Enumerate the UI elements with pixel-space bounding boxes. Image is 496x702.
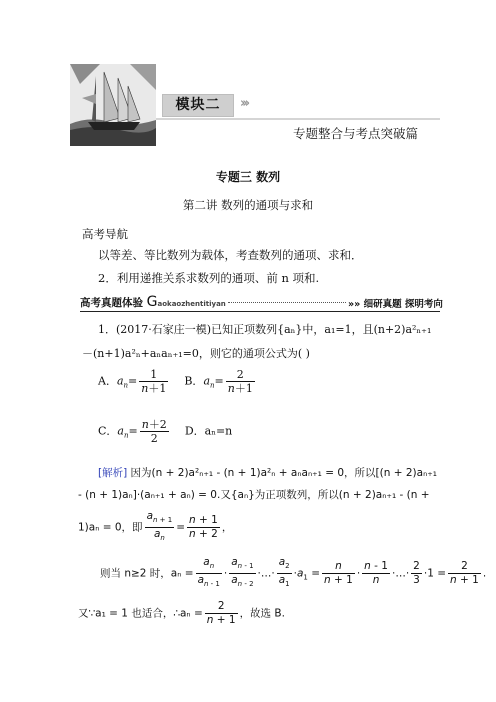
topic-title: 专题三 数列	[215, 170, 281, 184]
options-row-ab: A．$a_n=$ $\frac{1}{n+1}$ B．$a_n=$ $\frac{2}{n+1}$	[98, 368, 253, 395]
nav-label: 高考导航	[82, 227, 128, 241]
intro-line-2: 2．利用递推关系求数列的通项、前 n 项和.	[98, 271, 320, 285]
fraction: $\frac{a_{n - 1}}{a_{n - 2}}$	[229, 556, 255, 591]
banner-subtitle: 专题整合与考点突破篇	[292, 126, 418, 141]
fraction: $\frac{n}{n + 1}$	[324, 560, 353, 587]
options-row-cd: C．$a_n=$ $\frac{n+2}{2}$ D．aₙ=n	[98, 418, 233, 445]
section-title-pinyin: aokaozhentitiyan	[157, 300, 226, 308]
problem-line-1: 1．(2017·石家庄一模)已知正项数列{aₙ}中，a₁=1，且(n+2)a²ₙ₊₁	[98, 323, 432, 336]
fraction: $\frac{n + 1}{n + 2}$	[189, 514, 218, 541]
module-label: 模块二	[162, 94, 234, 117]
option-c-label: C．	[98, 424, 118, 438]
section-title-letter: G	[146, 294, 158, 310]
fraction: $\frac{2}{n + 1}$	[450, 560, 479, 587]
solution-text-5: 又∵a₁ = 1 也适合，∴aₙ =	[78, 607, 203, 620]
solution-line-3: 1)aₙ = 0，即 $\frac{a_{n + 1}}{a_n}$ = $\frac{n + 1}{n + 2}$ ，	[78, 510, 232, 545]
intro-line-1: 以等差、等比数列为载体，考查数列的通项、求和．	[98, 248, 363, 262]
option-a-label: A．	[98, 374, 117, 388]
problem-line-2: －(n+1)a²ₙ+aₙaₙ₊₁=0，则它的通项公式为( )	[82, 347, 310, 360]
fraction: $\frac{a_n}{a_{n - 1}}$	[196, 556, 222, 591]
section-title	[80, 294, 226, 310]
solution-text-4: 则当 n≥2 时，aₙ =	[100, 567, 194, 580]
banner-rule	[156, 118, 440, 120]
fraction: $\frac{2}{n + 1}$	[206, 600, 236, 626]
solution-tag: [解析]	[98, 467, 128, 479]
solution-text-3: 1)aₙ = 0，即	[78, 521, 143, 534]
fraction: $\frac{a_2}{a_1}$	[277, 556, 292, 591]
section-title-lead: 高考真题体验	[80, 297, 143, 309]
option-d: D．aₙ=n	[184, 424, 233, 438]
solution-line-1	[98, 465, 437, 480]
solution-text-1: 因为(n + 2)a²ₙ₊₁ - (n + 1)a²ₙ + aₙaₙ₊₁ = 0，所以[(n + 2)aₙ₊₁	[130, 467, 437, 479]
solution-text-5-tail: ，故选 B.	[239, 607, 285, 620]
fraction: $\frac{2}{3}$	[413, 560, 420, 587]
section-underline	[80, 311, 440, 312]
section-dotted-rule	[228, 302, 346, 303]
fraction: $\frac{n+2}{2}$	[141, 418, 167, 445]
solution-line-2: - (n + 1)aₙ]·(aₙ₊₁ + aₙ) = 0.又{aₙ}为正项数列，所以(n + 2)aₙ₊₁ - (n +	[78, 489, 430, 501]
solution-line-4: 则当 n≥2 时，aₙ = $\frac{a_n}{a_{n - 1}}$ · $\frac{a_{n - 1}}{a_{n - 2}}$ ·…· $\frac{a_2}{a_1}$ $\cdot a_1$ = $\frac{n}{n + 1}$ · $\frac{n - 1}{n}$ ·…· $\frac{2}{3}$ ·1 = $\frac{2}{n + 1}$ .	[100, 556, 486, 591]
fraction: $\frac{1}{n+1}$	[141, 368, 167, 395]
ship-illustration	[70, 64, 156, 146]
option-b-label: B．	[184, 374, 204, 388]
fraction: $\frac{n - 1}{n}$	[364, 560, 388, 587]
chevrons-icon: ›››	[240, 96, 248, 111]
lecture-title: 第二讲 数列的通项与求和	[182, 198, 314, 212]
section-right-text: »» 细研真题 探明考向	[348, 299, 443, 310]
solution-line-5	[78, 600, 285, 627]
fraction: $\frac{a_{n + 1}}{a_n}$	[145, 510, 175, 545]
fraction: $\frac{2}{n+1}$	[227, 368, 253, 395]
